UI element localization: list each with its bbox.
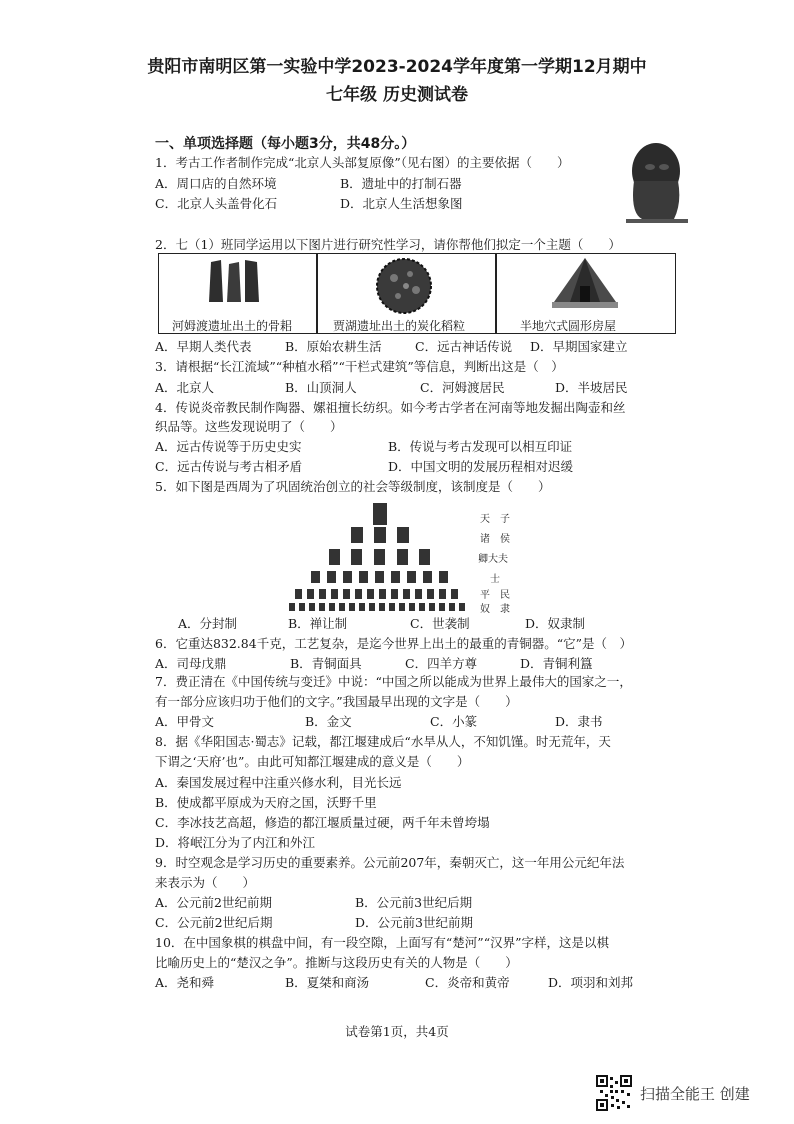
q6-option-c: C．四羊方尊 <box>405 656 478 671</box>
q6-stem: 6．它重达832.84千克，工艺复杂，是迄今世界上出土的最重的青铜器。“它”是（ ） <box>155 636 632 651</box>
q2-table-divider <box>495 253 497 334</box>
q7-option-a: A．甲骨文 <box>155 714 215 729</box>
q5-stem: 5．如下图是西周为了巩固统治创立的社会等级制度，该制度是（ ） <box>155 479 551 494</box>
q7-stem-line2: 有一部分应该归功于他们的文字。”我国最早出现的文字是（ ） <box>155 694 518 709</box>
q5-option-a: A．分封制 <box>178 616 238 631</box>
hierarchy-label-6: 奴 隶 <box>480 604 510 615</box>
q10-stem-line2: 比喻历史上的“楚汉之争”。推断与这段历史有关的人物是（ ） <box>155 955 518 970</box>
hierarchy-label-3: 卿大夫 <box>478 554 508 565</box>
q3-stem: 3．请根据“长江流域”“种植水稻”“干栏式建筑”等信息，判断出这是（ ） <box>155 359 564 374</box>
q6-option-a: A．司母戊鼎 <box>155 656 227 671</box>
q5-option-d: D．奴隶制 <box>525 616 586 631</box>
section-heading: 一、单项选择题（每小题3分，共48分。） <box>155 136 416 152</box>
q2-caption-2: 贾湖遗址出土的炭化稻粒 <box>333 319 466 333</box>
q2-table-divider <box>316 253 318 334</box>
q9-stem-line2: 来表示为（ ） <box>155 875 256 890</box>
q9-option-c: C．公元前2世纪后期 <box>155 915 273 930</box>
q9-option-a: A．公元前2世纪前期 <box>155 895 272 910</box>
q7-option-b: B．金文 <box>305 714 352 729</box>
q2-option-c: C．远古神话传说 <box>415 339 513 354</box>
q1-option-b: B．遗址中的打制石器 <box>340 176 462 191</box>
q4-option-c: C．远古传说与考古相矛盾 <box>155 459 303 474</box>
hierarchy-label-1: 天 子 <box>480 514 510 525</box>
exam-title-line1: 贵阳市南明区第一实验中学2023-2024学年度第一学期12月期中 <box>147 57 647 77</box>
q10-option-c: C．炎帝和黄帝 <box>425 975 510 990</box>
q8-option-d: D．将岷江分为了内江和外江 <box>155 835 316 850</box>
hierarchy-label-4: 士 <box>490 574 500 585</box>
q1-stem: 1．考古工作者制作完成“北京人头部复原像”（见右图）的主要依据（ ） <box>155 155 570 170</box>
q8-option-b: B．使成都平原成为天府之国，沃野千里 <box>155 795 377 810</box>
q1-option-d: D．北京人生活想象图 <box>340 196 463 211</box>
q7-option-d: D．隶书 <box>555 714 603 729</box>
q2-caption-1: 河姆渡遗址出土的骨耜 <box>172 319 293 333</box>
q10-stem-line1: 10．在中国象棋的棋盘中间，有一段空隙，上面写有“楚河”“汉界”字样，这是以棋 <box>155 935 609 950</box>
q2-stem: 2．七（1）班同学运用以下图片进行研究性学习，请你帮他们拟定一个主题（ ） <box>155 237 621 252</box>
q3-option-b: B．山顶洞人 <box>285 380 357 395</box>
social-hierarchy-pyramid-image <box>285 497 475 613</box>
q9-stem-line1: 9．时空观念是学习历史的重要素养。公元前207年，秦朝灭亡，这一年用公元纪年法 <box>155 855 625 870</box>
q10-option-d: D．项羽和刘邦 <box>548 975 634 990</box>
q6-option-d: D．青铜利簋 <box>520 656 593 671</box>
bone-spade-image <box>205 258 265 306</box>
q5-option-b: B．禅让制 <box>288 616 348 631</box>
q3-option-c: C．河姆渡居民 <box>420 380 505 395</box>
hierarchy-label-2: 诸 侯 <box>480 534 510 545</box>
q9-option-b: B．公元前3世纪后期 <box>355 895 473 910</box>
q2-option-b: B．原始农耕生活 <box>285 339 382 354</box>
peking-man-head-image <box>620 133 690 223</box>
q10-option-b: B．夏桀和商汤 <box>285 975 370 990</box>
carbonized-rice-image <box>372 256 436 316</box>
q7-option-c: C．小篆 <box>430 714 478 729</box>
page-number: 试卷第1页，共4页 <box>345 1024 449 1039</box>
q8-stem-line1: 8．据《华阳国志·蜀志》记载，都江堰建成后“水旱从人，不知饥馑。时无荒年，天 <box>155 734 611 749</box>
round-house-image <box>550 256 620 312</box>
q2-option-a: A．早期人类代表 <box>155 339 252 354</box>
q7-stem-line1: 7．费正清在《中国传统与变迁》中说：“中国之所以能成为世界上最伟大的国家之一， <box>155 674 632 689</box>
scanner-watermark: 扫描全能王 创建 <box>640 1085 750 1103</box>
q4-option-b: B．传说与考古发现可以相互印证 <box>388 439 573 454</box>
exam-title-line2: 七年级 历史测试卷 <box>326 85 468 105</box>
qr-code-icon <box>596 1075 632 1111</box>
q10-option-a: A．尧和舜 <box>155 975 215 990</box>
q4-option-d: D．中国文明的发展历程相对迟缓 <box>388 459 574 474</box>
q5-option-c: C．世袭制 <box>410 616 470 631</box>
q1-option-a: A．周口店的自然环境 <box>155 176 277 191</box>
q8-option-c: C．李冰技艺高超，修造的都江堰质量过硬，两千年未曾垮塌 <box>155 815 490 830</box>
q8-stem-line2: 下谓之‘天府’也”。由此可知都江堰建成的意义是（ ） <box>155 754 470 769</box>
q1-option-c: C．北京人头盖骨化石 <box>155 196 278 211</box>
q3-option-d: D．半坡居民 <box>555 380 628 395</box>
hierarchy-label-5: 平 民 <box>480 590 510 601</box>
q8-option-a: A．秦国发展过程中注重兴修水利，目光长远 <box>155 775 402 790</box>
q3-option-a: A．北京人 <box>155 380 215 395</box>
q2-caption-3: 半地穴式圆形房屋 <box>520 319 617 333</box>
q4-option-a: A．远古传说等于历史史实 <box>155 439 302 454</box>
q2-option-d: D．早期国家建立 <box>530 339 628 354</box>
q4-stem-line1: 4．传说炎帝教民制作陶器、嫘祖擅长纺织。如今考古学者在河南等地发掘出陶壶和丝 <box>155 400 626 415</box>
q6-option-b: B．青铜面具 <box>290 656 362 671</box>
q4-stem-line2: 织品等。这些发现说明了（ ） <box>155 419 343 434</box>
q9-option-d: D．公元前3世纪前期 <box>355 915 473 930</box>
